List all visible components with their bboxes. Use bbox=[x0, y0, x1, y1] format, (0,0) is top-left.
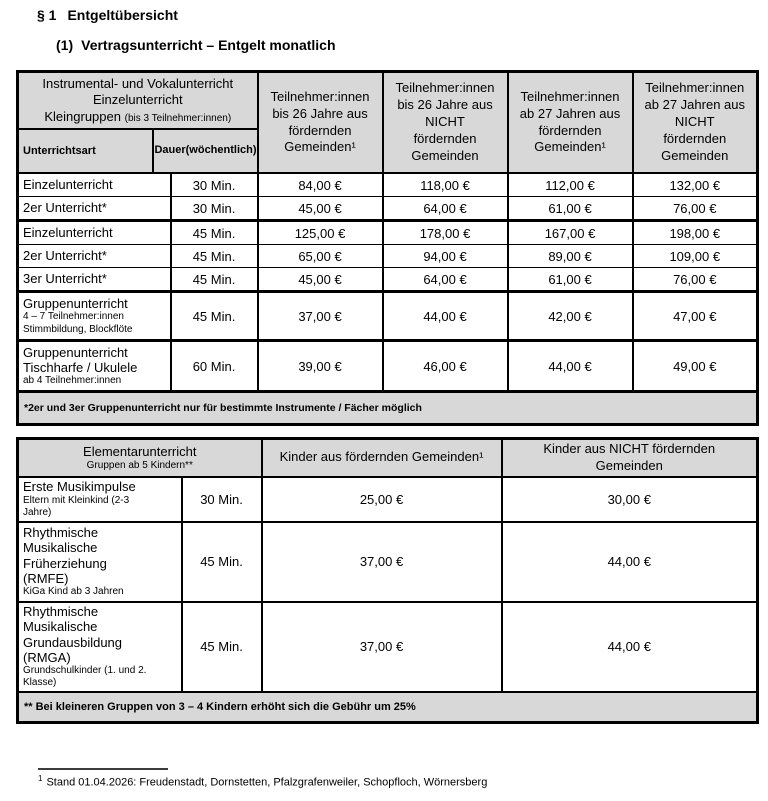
paragraph-heading bbox=[56, 37, 336, 53]
price-cell: 94,00 € bbox=[383, 245, 508, 268]
table1-group-title bbox=[19, 73, 257, 128]
column-label-unterrichtsart: Unterrichtsart bbox=[19, 130, 154, 172]
lesson-type: Rhythmische Musikalische Früherziehung (RMFE) bbox=[23, 525, 107, 587]
table1-footnote: *2er und 3er Gruppenunterricht nur für bestimmte Instrumente / Fächer möglich bbox=[18, 392, 758, 425]
duration-cell: 45 Min. bbox=[171, 292, 258, 341]
price-cell: 132,00 € bbox=[633, 173, 758, 197]
table1-title-line2: Einzelunterricht bbox=[92, 92, 183, 108]
lesson-type-note: ab 4 Teilnehmer:innen bbox=[23, 375, 122, 387]
lesson-type-cell bbox=[18, 197, 171, 221]
price-cell: 44,00 € bbox=[383, 292, 508, 341]
lesson-type-note: Eltern mit Kleinkind (2-3 Jahre) bbox=[23, 494, 130, 518]
footnote-ref: 1 bbox=[38, 774, 43, 783]
table1-title-line1: Instrumental- und Vokalunterricht bbox=[42, 76, 234, 91]
footnote-text: Stand 01.04.2026: Freudenstadt, Dornstetten, Pfalzgrafenweiler, Schopfloch, Wörnersberg bbox=[46, 776, 488, 789]
price-cell: 45,00 € bbox=[258, 268, 383, 292]
lesson-type-note: 4 – 7 Teilnehmer:innen Stimmbildung, Blockflöte bbox=[23, 311, 133, 335]
duration-cell: 30 Min. bbox=[182, 477, 262, 522]
table1-corner-cell bbox=[18, 72, 258, 174]
price-cell: 64,00 € bbox=[383, 268, 508, 292]
duration-cell: 30 Min. bbox=[171, 197, 258, 221]
table1-footnote-row bbox=[18, 392, 758, 425]
table-row bbox=[18, 477, 758, 522]
table1-subheader bbox=[19, 128, 257, 172]
column-header-kinder-nonfunding: Kinder aus NICHT fördernden Gemeinden bbox=[502, 439, 758, 477]
price-cell: 64,00 € bbox=[383, 197, 508, 221]
price-cell: 76,00 € bbox=[633, 268, 758, 292]
lesson-type-cell bbox=[18, 341, 171, 392]
lesson-type: 2er Unterricht* bbox=[23, 248, 107, 264]
duration-cell: 45 Min. bbox=[171, 221, 258, 245]
fees-table-instrumental bbox=[16, 70, 759, 426]
lesson-type: Einzelunterricht bbox=[23, 177, 113, 193]
lesson-type-cell bbox=[18, 221, 171, 245]
lesson-type: Gruppenunterricht bbox=[23, 296, 128, 312]
table-row bbox=[18, 522, 758, 602]
lesson-type-note: Grundschulkinder (1. und 2. Klasse) bbox=[23, 665, 147, 689]
price-cell: 42,00 € bbox=[508, 292, 633, 341]
duration-cell: 30 Min. bbox=[171, 173, 258, 197]
lesson-type: Einzelunterricht bbox=[23, 225, 113, 241]
table2-corner-cell bbox=[18, 439, 262, 477]
price-cell: 89,00 € bbox=[508, 245, 633, 268]
price-cell: 125,00 € bbox=[258, 221, 383, 245]
price-cell: 112,00 € bbox=[508, 173, 633, 197]
price-cell: 61,00 € bbox=[508, 197, 633, 221]
footnote-separator-rule bbox=[38, 768, 168, 770]
price-cell: 39,00 € bbox=[258, 341, 383, 392]
duration-cell: 60 Min. bbox=[171, 341, 258, 392]
lesson-type-cell bbox=[18, 268, 171, 292]
duration-cell: 45 Min. bbox=[171, 268, 258, 292]
table2-group-subtitle: Gruppen ab 5 Kindern** bbox=[86, 459, 193, 471]
lesson-type-cell bbox=[18, 477, 182, 522]
table2-header-row bbox=[18, 439, 758, 477]
table-row bbox=[18, 602, 758, 692]
duration-cell: 45 Min. bbox=[182, 522, 262, 602]
price-cell: 44,00 € bbox=[502, 522, 758, 602]
table1-header-row bbox=[18, 72, 758, 174]
price-cell: 118,00 € bbox=[383, 173, 508, 197]
lesson-type: Erste Musikimpulse bbox=[23, 479, 136, 495]
price-cell: 178,00 € bbox=[383, 221, 508, 245]
lesson-type-note: KiGa Kind ab 3 Jahren bbox=[23, 586, 124, 598]
paragraph-title: Vertragsunterricht – Entgelt monatlich bbox=[81, 37, 336, 53]
column-header-27plus-nonfunding: Teilnehmer:innen ab 27 Jahren aus NICHT fördernden Gemeinden bbox=[633, 72, 758, 174]
price-cell: 46,00 € bbox=[383, 341, 508, 392]
price-cell: 61,00 € bbox=[508, 268, 633, 292]
price-cell: 167,00 € bbox=[508, 221, 633, 245]
price-cell: 25,00 € bbox=[262, 477, 502, 522]
column-header-under26-funding: Teilnehmer:innen bis 26 Jahre aus fördernden Gemeinden¹ bbox=[258, 72, 383, 174]
price-cell: 84,00 € bbox=[258, 173, 383, 197]
section-number: § 1 bbox=[37, 7, 57, 23]
table-row bbox=[18, 245, 758, 268]
price-cell: 198,00 € bbox=[633, 221, 758, 245]
table-row bbox=[18, 268, 758, 292]
column-label-dauer: Dauer (wöchentlich) bbox=[154, 144, 257, 157]
price-cell: 76,00 € bbox=[633, 197, 758, 221]
lesson-type: 2er Unterricht* bbox=[23, 200, 107, 216]
lesson-type-cell bbox=[18, 292, 171, 341]
table-row bbox=[18, 173, 758, 197]
price-cell: 30,00 € bbox=[502, 477, 758, 522]
section-title: Entgeltübersicht bbox=[67, 7, 178, 23]
column-header-kinder-funding: Kinder aus fördernden Gemeinden¹ bbox=[262, 439, 502, 477]
price-cell: 37,00 € bbox=[258, 292, 383, 341]
price-cell: 44,00 € bbox=[502, 602, 758, 692]
paragraph-number: (1) bbox=[56, 37, 74, 53]
table2-group-title: Elementarunterricht bbox=[83, 443, 197, 459]
price-cell: 44,00 € bbox=[508, 341, 633, 392]
column-header-under26-nonfunding: Teilnehmer:innen bis 26 Jahre aus NICHT fördernden Gemeinden bbox=[383, 72, 508, 174]
duration-cell: 45 Min. bbox=[182, 602, 262, 692]
price-cell: 47,00 € bbox=[633, 292, 758, 341]
page-footnote bbox=[38, 768, 487, 789]
table2-footnote: ** Bei kleineren Gruppen von 3 – 4 Kindern erhöht sich die Gebühr um 25% bbox=[18, 692, 758, 723]
lesson-type: 3er Unterricht* bbox=[23, 271, 107, 287]
price-cell: 65,00 € bbox=[258, 245, 383, 268]
table2-footnote-row bbox=[18, 692, 758, 723]
lesson-type: Rhythmische Musikalische Grundausbildung (RMGA) bbox=[23, 603, 123, 665]
footnote-text-line bbox=[38, 774, 487, 789]
table-row bbox=[18, 292, 758, 341]
price-cell: 109,00 € bbox=[633, 245, 758, 268]
section-heading bbox=[37, 7, 178, 23]
table1-title-line3: Kleingruppen (bis 3 Teilnehmer:innen) bbox=[44, 108, 232, 124]
table-row bbox=[18, 197, 758, 221]
lesson-type-cell bbox=[18, 245, 171, 268]
lesson-type-cell bbox=[18, 173, 171, 197]
duration-cell: 45 Min. bbox=[171, 245, 258, 268]
fees-table-elementar bbox=[16, 437, 759, 724]
table-row bbox=[18, 341, 758, 392]
table-row bbox=[18, 221, 758, 245]
price-cell: 45,00 € bbox=[258, 197, 383, 221]
lesson-type-cell bbox=[18, 602, 182, 692]
price-cell: 37,00 € bbox=[262, 602, 502, 692]
price-cell: 49,00 € bbox=[633, 341, 758, 392]
lesson-type-cell bbox=[18, 522, 182, 602]
price-cell: 37,00 € bbox=[262, 522, 502, 602]
lesson-type: Gruppenunterricht Tischharfe / Ukulele bbox=[23, 344, 138, 375]
column-header-27plus-funding: Teilnehmer:innen ab 27 Jahren aus fördernden Gemeinden¹ bbox=[508, 72, 633, 174]
